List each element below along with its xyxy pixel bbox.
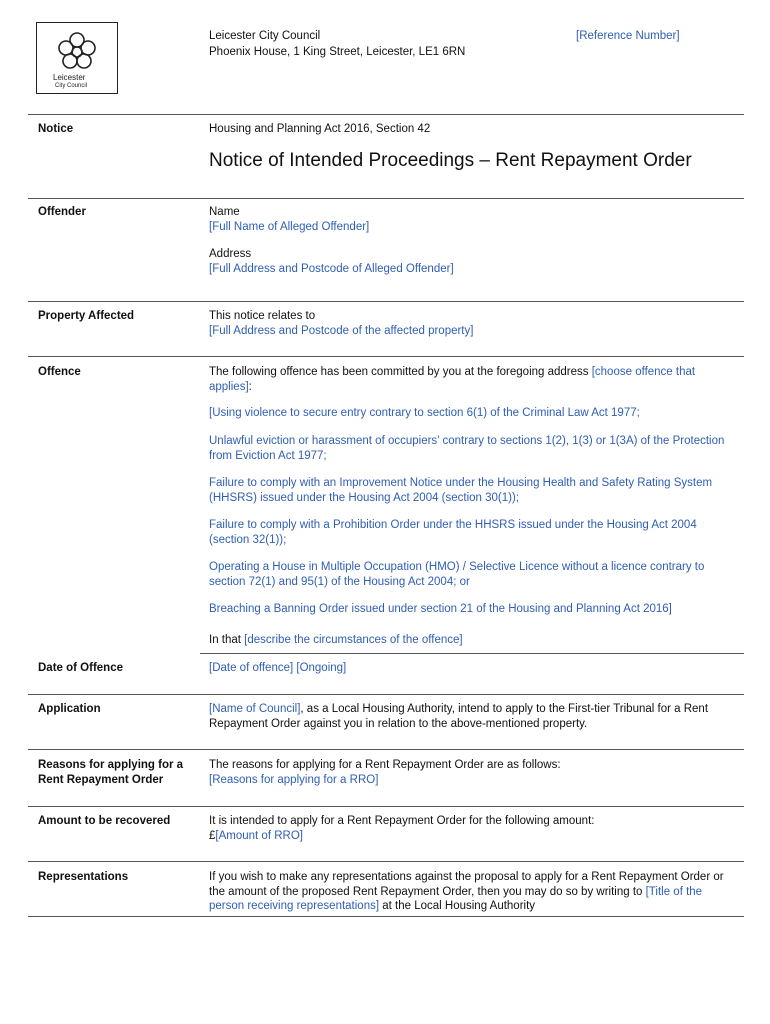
circumstances-prefix: In that: [209, 634, 245, 646]
offender-address-label: Address: [209, 248, 252, 260]
property-intro: This notice relates to: [209, 310, 316, 322]
offence-choice: [choose offence that applies]: [209, 366, 696, 393]
date-value: [Date of offence] [Ongoing]: [209, 662, 347, 674]
divider: [28, 806, 744, 807]
property-value: [Full Address and Postcode of the affected property]: [209, 324, 474, 337]
offence-option: Operating a House in Multiple Occupation (HMO) / Selective Licence without a licence contrary to section 72(1) and 95(1) of the Housing Act 2004; or: [209, 561, 705, 588]
divider: [28, 916, 744, 917]
application-label: Application: [38, 703, 101, 715]
reasons-label: Reasons for applying for a Rent Repayment Order: [38, 759, 184, 786]
amount-section: [209, 814, 739, 843]
divider: [28, 749, 744, 750]
amount-label: Amount to be recovered: [38, 815, 171, 827]
offence-option: Failure to comply with a Prohibition Order under the HHSRS issued under the Housing Act 2004 (section 32(1));: [209, 519, 697, 546]
logo-text-city-council: City Council: [55, 83, 88, 89]
property-label: Property Affected: [38, 310, 135, 322]
act-reference: Housing and Planning Act 2016, Section 42: [209, 123, 431, 135]
divider: [28, 198, 744, 199]
offence-option: Unlawful eviction or harassment of occupiers’ contrary to sections 1(2), 1(3) or 1(3A) of the Protection from Eviction Act 1977;: [209, 435, 725, 462]
application-body: , as a Local Housing Authority, intend to apply to the First-tier Tribunal for a Rent Repayment Order against you in relation to the above-mentioned property.: [209, 703, 709, 730]
divider: [28, 301, 744, 302]
representations-person: [Title of the person receiving representations]: [209, 885, 703, 912]
property-section: [209, 309, 739, 338]
offender-section: [209, 205, 739, 276]
reasons-section: [209, 758, 739, 787]
offence-option: Failure to comply with an Improvement Notice under the Housing Health and Safety Rating System (HHSRS) issued under the Housing Act 2004 (section 30(1));: [209, 477, 713, 504]
council-logo: [36, 22, 118, 94]
date-label: Date of Offence: [38, 662, 123, 674]
offence-intro: [209, 365, 739, 394]
divider: [28, 861, 744, 862]
divider: [28, 114, 744, 115]
offender-label: Offender: [38, 206, 86, 218]
amount-value: [Amount of RRO]: [215, 829, 303, 842]
council-placeholder: [Name of Council]: [209, 703, 301, 715]
offence-option: Breaching a Banning Order issued under section 21 of the Housing and Planning Act 2016]: [209, 603, 672, 615]
offence-intro-end: :: [248, 380, 252, 393]
representations-text: [209, 870, 739, 914]
application-text: [209, 702, 739, 731]
representations-body: If you wish to make any representations against the proposal to apply for a Rent Repayment Order or the amount of the proposed Rent Repayment Order, then you may do so by writing to: [209, 871, 724, 898]
offence-circumstances: [209, 633, 739, 648]
council-address: Phoenix House, 1 King Street, Leicester, LE1 6RN: [209, 46, 466, 58]
divider: [28, 694, 744, 695]
offence-label: Offence: [38, 366, 81, 378]
page-title: Notice of Intended Proceedings – Rent Repayment Order: [209, 150, 692, 171]
council-name: Leicester City Council: [209, 30, 321, 42]
reference-number: [Reference Number]: [576, 30, 680, 42]
logo-text-leicester: Leicester: [53, 73, 86, 82]
reasons-value: [Reasons for applying for a RRO]: [209, 773, 379, 786]
offender-name-value: [Full Name of Alleged Offender]: [209, 220, 370, 233]
circumstances-value: [describe the circumstances of the offence]: [244, 634, 463, 646]
rose-emblem-icon: [55, 31, 99, 71]
amount-intro: It is intended to apply for a Rent Repayment Order for the following amount:: [209, 815, 595, 827]
divider: [28, 356, 744, 357]
representations-label: Representations: [38, 871, 129, 883]
currency-symbol: £: [209, 829, 216, 842]
offender-name-label: Name: [209, 206, 240, 218]
representations-suffix: at the Local Housing Authority: [379, 900, 536, 912]
notice-label: Notice: [38, 123, 74, 135]
divider: [200, 653, 744, 654]
offence-intro-text: The following offence has been committed by you at the foregoing address: [209, 366, 592, 378]
reasons-intro: The reasons for applying for a Rent Repayment Order are as follows:: [209, 759, 561, 771]
offender-address-value: [Full Address and Postcode of Alleged Offender]: [209, 262, 454, 275]
offence-option: [Using violence to secure entry contrary to section 6(1) of the Criminal Law Act 1977;: [209, 407, 640, 419]
